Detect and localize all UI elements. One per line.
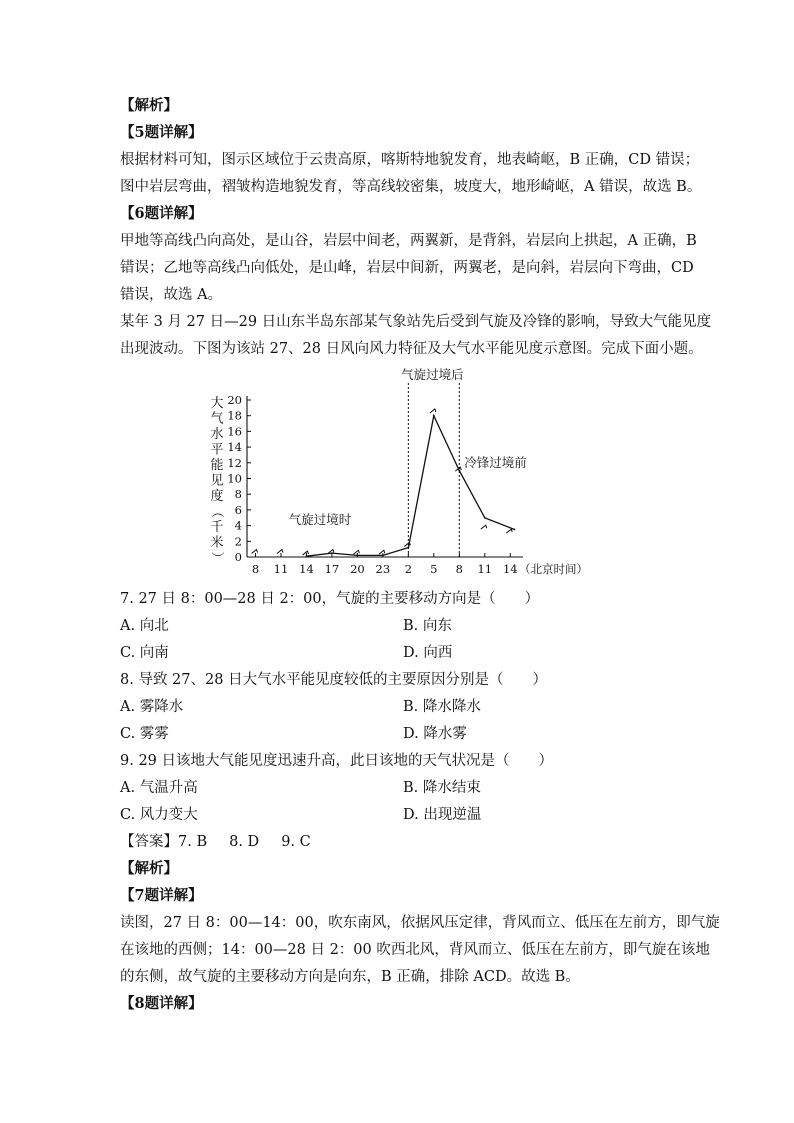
q8-option-a[interactable]: A. 雾降水 <box>120 699 184 715</box>
q7-stem: 7. 27 日 8：00—28 日 2：00，气旋的主要移动方向是（ ） <box>120 591 540 607</box>
wind-barb <box>353 550 359 554</box>
q9-option-a[interactable]: A. 气温升高 <box>120 780 198 796</box>
x-tick-label: 8 <box>251 562 260 576</box>
answer-8: 8. D <box>229 834 260 850</box>
q9-option-c[interactable]: C. 风力变大 <box>120 807 198 823</box>
x-tick-label: 11 <box>477 562 493 576</box>
y-tick-label: 2 <box>234 534 242 549</box>
q7-heading: 【7题详解】 <box>120 887 203 904</box>
wind-barb <box>251 550 257 554</box>
q7-option-b[interactable]: B. 向东 <box>403 618 452 634</box>
wind-barb <box>379 550 385 554</box>
y-label-char: 米 <box>210 535 224 551</box>
material-text-line: 某年 3 月 27 日—29 日山东半岛东部某气象站先后受到气旋及冷锋的影响，导致大气能见度 <box>120 314 712 330</box>
y-label-char: （ <box>209 504 224 519</box>
wind-barb <box>430 409 436 413</box>
q8-option-b[interactable]: B. 降水降水 <box>403 699 481 715</box>
q8-stem: 8. 导致 27、28 日大气水平能见度较低的主要原因分别是（ ） <box>120 672 548 688</box>
y-tick-label: 4 <box>234 518 242 533</box>
data-point <box>408 547 410 549</box>
y-tick-label: 0 <box>234 550 242 564</box>
x-tick-label: 23 <box>375 562 391 576</box>
q6-text-line: 甲地等高线凸向高处，是山谷，岩层中间老，两翼新，是背斜，岩层向上拱起，A 正确，B <box>120 233 697 249</box>
event-marker-label: 冷锋过境前 <box>464 455 527 470</box>
event-markers <box>401 367 527 557</box>
y-tick-label: 10 <box>227 471 242 486</box>
data-point <box>458 470 460 472</box>
q7-text-line: 的东侧，故气旋的主要移动方向是向东，B 正确，排除 ACD。故选 B。 <box>120 969 580 985</box>
y-label-char: 平 <box>210 442 224 458</box>
answer-7: 7. B <box>178 834 208 850</box>
y-label-char: 千 <box>210 520 224 535</box>
q7-option-a[interactable]: A. 向北 <box>120 618 169 634</box>
q5-text-line: 根据材料可知，图示区域位于云贵高原，喀斯特地貌发育，地表崎岖，B 正确，CD 错误； <box>120 152 700 168</box>
q8-option-c[interactable]: C. 雾雾 <box>120 726 169 742</box>
y-tick-label: 16 <box>227 424 242 439</box>
q7-text-line: 在该地的西侧；14：00—28 日 2：00 吹西北风，背风而立、低压在左前方，即气旋在该地 <box>120 942 710 958</box>
annotations <box>289 512 352 527</box>
x-tick-label: 17 <box>324 562 340 576</box>
wind-barb <box>277 550 283 554</box>
q5-text-line: 图中岩层弯曲，褶皱构造地貌发育，等高线较密集，坡度大，地形崎岖，A 错误，故选 B。 <box>120 179 702 195</box>
chart-axes <box>247 396 523 557</box>
data-point <box>514 529 516 531</box>
wind-barb <box>481 525 487 529</box>
x-tick-label: 2 <box>404 562 413 576</box>
answer-line <box>120 832 333 852</box>
y-label-char: 能 <box>210 458 224 473</box>
y-label-char: 大 <box>210 396 224 411</box>
y-tick-label: 20 <box>227 393 242 407</box>
y-label-char: 水 <box>210 427 224 442</box>
x-tick-label: 14 <box>299 562 314 576</box>
x-tick-label: 11 <box>273 562 289 576</box>
wind-barb <box>302 551 308 555</box>
q6-text-line: 错误；乙地等高线凸向低处，是山峰，岩层中间新，两翼老，是向斜，岩层向下弯曲，CD <box>120 260 694 276</box>
y-tick-label: 18 <box>227 408 242 423</box>
y-label-char: ） <box>209 551 224 565</box>
data-point <box>306 555 308 557</box>
wind-barb <box>506 529 512 533</box>
q9-option-d[interactable]: D. 出现逆温 <box>403 807 482 823</box>
analysis-heading: 【解析】 <box>120 97 178 114</box>
visibility-chart <box>205 365 600 580</box>
visibility-line <box>306 416 514 557</box>
y-label-char: 气 <box>210 411 224 427</box>
y-label-char: 见 <box>210 473 224 489</box>
cyclone-passing-label: 气旋过境时 <box>288 512 352 527</box>
q6-text-line: 错误，故选 A。 <box>120 287 223 303</box>
y-tick-label: 14 <box>227 440 242 455</box>
x-axis-label: （北京时间） <box>519 562 588 576</box>
y-tick-label: 12 <box>227 455 242 470</box>
event-marker-label: 气旋过境后 <box>401 367 464 382</box>
x-tick-label: 5 <box>430 562 438 576</box>
q9-stem: 9. 29 日该地大气能见度迅速升高，此日该地的天气状况是（ ） <box>120 753 554 769</box>
analysis-heading: 【解析】 <box>120 860 178 877</box>
material-text-line: 出现波动。下图为该站 27、28 日风向风力特征及大气水平能见度示意图。完成下面小题。 <box>120 341 703 357</box>
data-point <box>484 517 486 519</box>
q8-option-d[interactable]: D. 降水雾 <box>403 726 467 742</box>
data-point <box>331 552 333 554</box>
answer-label: 【答案】 <box>120 834 178 850</box>
q6-heading: 【6题详解】 <box>120 205 203 222</box>
data-point <box>433 415 435 417</box>
data-point <box>357 555 359 557</box>
x-tick-label: 20 <box>350 562 365 576</box>
y-label-char: 度 <box>210 489 224 504</box>
wind-barbs <box>251 409 512 555</box>
answer-9: 9. C <box>281 834 311 850</box>
y-tick-label: 8 <box>234 487 242 502</box>
q7-option-c[interactable]: C. 向南 <box>120 645 169 661</box>
y-axis-label <box>209 395 224 565</box>
series-line <box>306 415 516 557</box>
q9-option-b[interactable]: B. 降水结束 <box>403 780 481 796</box>
q5-heading: 【5题详解】 <box>120 124 203 141</box>
x-tick-label: 8 <box>455 562 463 576</box>
q8-heading: 【8题详解】 <box>120 995 203 1012</box>
y-tick-label: 6 <box>234 502 242 517</box>
q7-option-d[interactable]: D. 向西 <box>403 645 453 661</box>
q7-text-line: 读图，27 日 8：00—14：00，吹东南风，依据风压定律，背风而立、低压在左前方，即气旋 <box>120 915 720 931</box>
data-point <box>382 555 384 557</box>
x-tick-label: 14 <box>502 562 518 576</box>
